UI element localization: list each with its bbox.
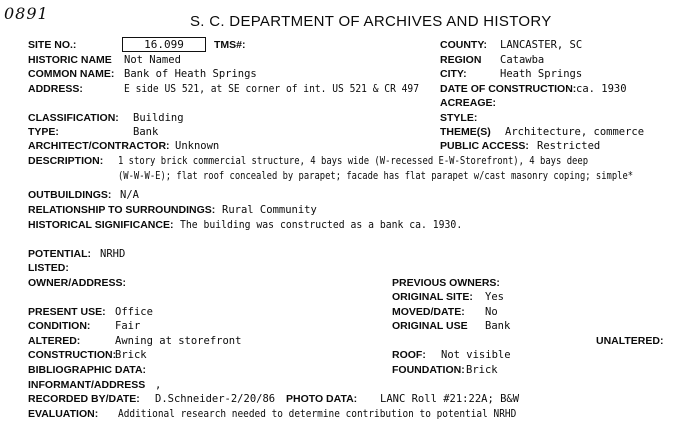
present-use-label: PRESENT USE:	[28, 306, 106, 318]
site-no-label: SITE NO.:	[28, 39, 77, 51]
listed-label: LISTED:	[28, 262, 69, 274]
architect-label: ARCHITECT/CONTRACTOR:	[28, 140, 170, 152]
public-access-label: PUBLIC ACCESS:	[440, 140, 529, 152]
photo-data-label: PHOTO DATA:	[286, 393, 358, 405]
significance-label: HISTORICAL SIGNIFICANCE:	[28, 219, 174, 231]
type-value: Bank	[133, 126, 159, 138]
themes-label: THEME(S)	[440, 126, 491, 138]
architect-value: Unknown	[175, 140, 220, 152]
previous-owners-label: PREVIOUS OWNERS:	[392, 277, 500, 289]
region-label: REGION	[440, 54, 482, 66]
recorded-by-label: RECORDED BY/DATE:	[28, 393, 140, 405]
date-of-construction-label: DATE OF CONSTRUCTION:	[440, 83, 577, 95]
informant-mark: ‚	[155, 379, 162, 391]
altered-value: Awning at storefront	[115, 335, 242, 347]
description-label: DESCRIPTION:	[28, 155, 104, 167]
relationship-label: RELATIONSHIP TO SURROUNDINGS:	[28, 204, 216, 216]
site-no-value: 16.099	[144, 38, 184, 51]
significance-value: The building was constructed as a bank ca. 1930.	[180, 219, 463, 231]
historic-name-label: HISTORIC NAME	[28, 54, 112, 66]
foundation-label: FOUNDATION:	[392, 364, 465, 376]
city-value: Heath Springs	[500, 68, 583, 80]
evaluation-label: EVALUATION:	[28, 408, 99, 420]
common-name-label: COMMON NAME:	[28, 68, 115, 80]
acreage-label: ACREAGE:	[440, 97, 497, 109]
date-of-construction-value: ca. 1930	[576, 83, 627, 95]
photo-data-value: LANC Roll #21:22A; B&W	[380, 393, 520, 405]
moved-date-value: No	[485, 306, 498, 318]
type-label: TYPE:	[28, 126, 59, 138]
original-use-label: ORIGINAL USE	[392, 320, 468, 332]
original-use-value: Bank	[485, 320, 511, 332]
page-title: S. C. DEPARTMENT OF ARCHIVES AND HISTORY	[190, 13, 552, 30]
outbuildings-label: OUTBUILDINGS:	[28, 189, 112, 201]
informant-address-label: INFORMANT/ADDRESS	[28, 379, 146, 391]
condition-value: Fair	[115, 320, 141, 332]
foundation-value: Brick	[466, 364, 498, 376]
original-site-label: ORIGINAL SITE:	[392, 291, 473, 303]
present-use-value: Office	[115, 306, 153, 318]
condition-label: CONDITION:	[28, 320, 91, 332]
classification-label: CLASSIFICATION:	[28, 112, 119, 124]
bibliographic-data-label: BIBLIOGRAPHIC DATA:	[28, 364, 147, 376]
potential-value: NRHD	[100, 248, 126, 260]
description-line-2: (W-W-W-E); flat roof concealed by parapet; facade has flat parapet w/cast masonry coping; simple*	[118, 170, 634, 182]
county-label: COUNTY:	[440, 39, 488, 51]
roof-label: ROOF:	[392, 349, 426, 361]
city-label: CITY:	[440, 68, 467, 80]
county-value: LANCASTER, SC	[500, 39, 583, 51]
description-line-1: 1 story brick commercial structure, 4 bays wide (W-recessed E-W-Storefront), 4 bays deep	[118, 155, 589, 167]
site-no-box	[122, 37, 206, 52]
altered-label: ALTERED:	[28, 335, 81, 347]
construction-label: CONSTRUCTION:	[28, 349, 117, 361]
themes-value: Architecture, commerce	[505, 126, 645, 138]
doc-number: 0891	[4, 4, 49, 23]
tms-label: TMS#:	[214, 39, 246, 51]
moved-date-label: MOVED/DATE:	[392, 306, 465, 318]
original-site-value: Yes	[485, 291, 504, 303]
owner-address-label: OWNER/ADDRESS:	[28, 277, 127, 289]
address-value: E side US 521, at SE corner of int. US 521 & CR 497	[124, 83, 420, 95]
historic-name-value: Not Named	[124, 54, 181, 66]
evaluation-value: Additional research needed to determine contribution to potential NRHD	[118, 408, 517, 420]
common-name-value: Bank of Heath Springs	[124, 68, 257, 80]
outbuildings-value: N/A	[120, 189, 139, 201]
relationship-value: Rural Community	[222, 204, 317, 216]
recorded-by-value: D.Schneider-2/20/86	[155, 393, 276, 405]
classification-value: Building	[133, 112, 184, 124]
potential-label: POTENTIAL:	[28, 248, 91, 260]
region-value: Catawba	[500, 54, 545, 66]
address-label: ADDRESS:	[28, 83, 83, 95]
public-access-value: Restricted	[537, 140, 601, 152]
style-label: STYLE:	[440, 112, 478, 124]
roof-value: Not visible	[441, 349, 511, 361]
unaltered-label: UNALTERED:	[596, 335, 664, 347]
construction-value: Brick	[115, 349, 147, 361]
